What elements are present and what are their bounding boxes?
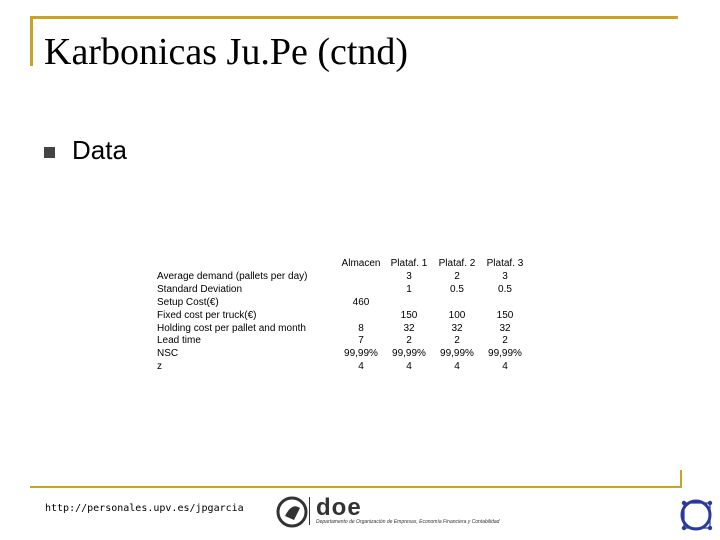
table-cell — [337, 310, 385, 323]
table-cell: 99,99% — [392, 348, 426, 360]
footer-url-link[interactable]: http://personales.upv.es/jpgarcia — [45, 503, 244, 514]
table-header-blank — [153, 258, 337, 271]
table-header-row — [153, 258, 529, 271]
logo-separator — [309, 497, 310, 525]
table-row — [153, 348, 529, 361]
bullet-text: Data — [72, 135, 127, 165]
table-row — [153, 323, 529, 336]
table-cell: 0.5 — [450, 283, 464, 295]
table-cell — [337, 284, 385, 297]
row-label: Standard Deviation — [157, 283, 243, 295]
row-label: Holding cost per pallet and month — [157, 322, 306, 334]
row-label: z — [157, 361, 162, 373]
row-label: NSC — [157, 348, 179, 360]
table-header-cell: Plataf. 3 — [486, 258, 524, 269]
table-cell: 4 — [358, 361, 364, 373]
bullet-square-icon — [44, 147, 55, 158]
table-cell — [481, 297, 529, 310]
footer-right-rule — [680, 470, 682, 488]
row-label: Setup Cost(€) — [157, 296, 219, 308]
table-cell: 32 — [499, 322, 511, 334]
table-cell: 2 — [406, 335, 412, 347]
table-row — [153, 284, 529, 297]
corner-decoration-icon — [676, 494, 718, 536]
table-cell: 460 — [352, 296, 370, 308]
table-cell: 99,99% — [488, 348, 522, 360]
table-row — [153, 310, 529, 323]
table-cell: 99,99% — [344, 348, 378, 360]
bullet-item — [44, 134, 127, 166]
table-cell: 3 — [406, 270, 412, 282]
table-cell: 4 — [454, 361, 460, 373]
title-frame-top-rule — [30, 16, 678, 19]
table-cell: 2 — [454, 335, 460, 347]
footer-rule — [30, 486, 682, 488]
logo-subtitle: Departamento de Organización de Empresas, Economía Financiera y Contabilidad — [316, 519, 500, 525]
table-cell — [433, 297, 481, 310]
table-cell: 4 — [406, 361, 412, 373]
table-header-cell: Almacen — [341, 258, 381, 269]
logo-emblem-icon — [276, 496, 308, 528]
row-label: Lead time — [157, 335, 201, 347]
table-cell: 1 — [406, 283, 412, 295]
table-cell — [337, 271, 385, 284]
table-cell: 150 — [496, 309, 514, 321]
table-cell: 8 — [358, 322, 364, 334]
department-logo — [276, 495, 526, 529]
row-label: Average demand (pallets per day) — [157, 270, 308, 282]
logo-name: doe — [316, 494, 362, 521]
table-row — [153, 297, 529, 310]
table-cell: 2 — [502, 335, 508, 347]
data-table — [153, 258, 529, 374]
table-row — [153, 361, 529, 374]
table-header-cell: Plataf. 2 — [438, 258, 476, 269]
table-cell: 32 — [403, 322, 415, 334]
table-cell: 0.5 — [498, 283, 512, 295]
row-label: Fixed cost per truck(€) — [157, 309, 257, 321]
table-cell: 100 — [448, 309, 466, 321]
table-cell: 3 — [502, 270, 508, 282]
table-cell: 4 — [502, 361, 508, 373]
table-row — [153, 335, 529, 348]
table-cell — [385, 297, 433, 310]
slide-title: Karbonicas Ju.Pe (ctnd) — [44, 31, 409, 73]
table-cell: 2 — [454, 270, 460, 282]
table-cell: 7 — [358, 335, 364, 347]
table-cell: 32 — [451, 322, 463, 334]
table-header-cell: Plataf. 1 — [390, 258, 428, 269]
title-frame-left-rule — [30, 16, 33, 66]
table-row — [153, 271, 529, 284]
table-cell: 150 — [400, 309, 418, 321]
table-cell: 99,99% — [440, 348, 474, 360]
